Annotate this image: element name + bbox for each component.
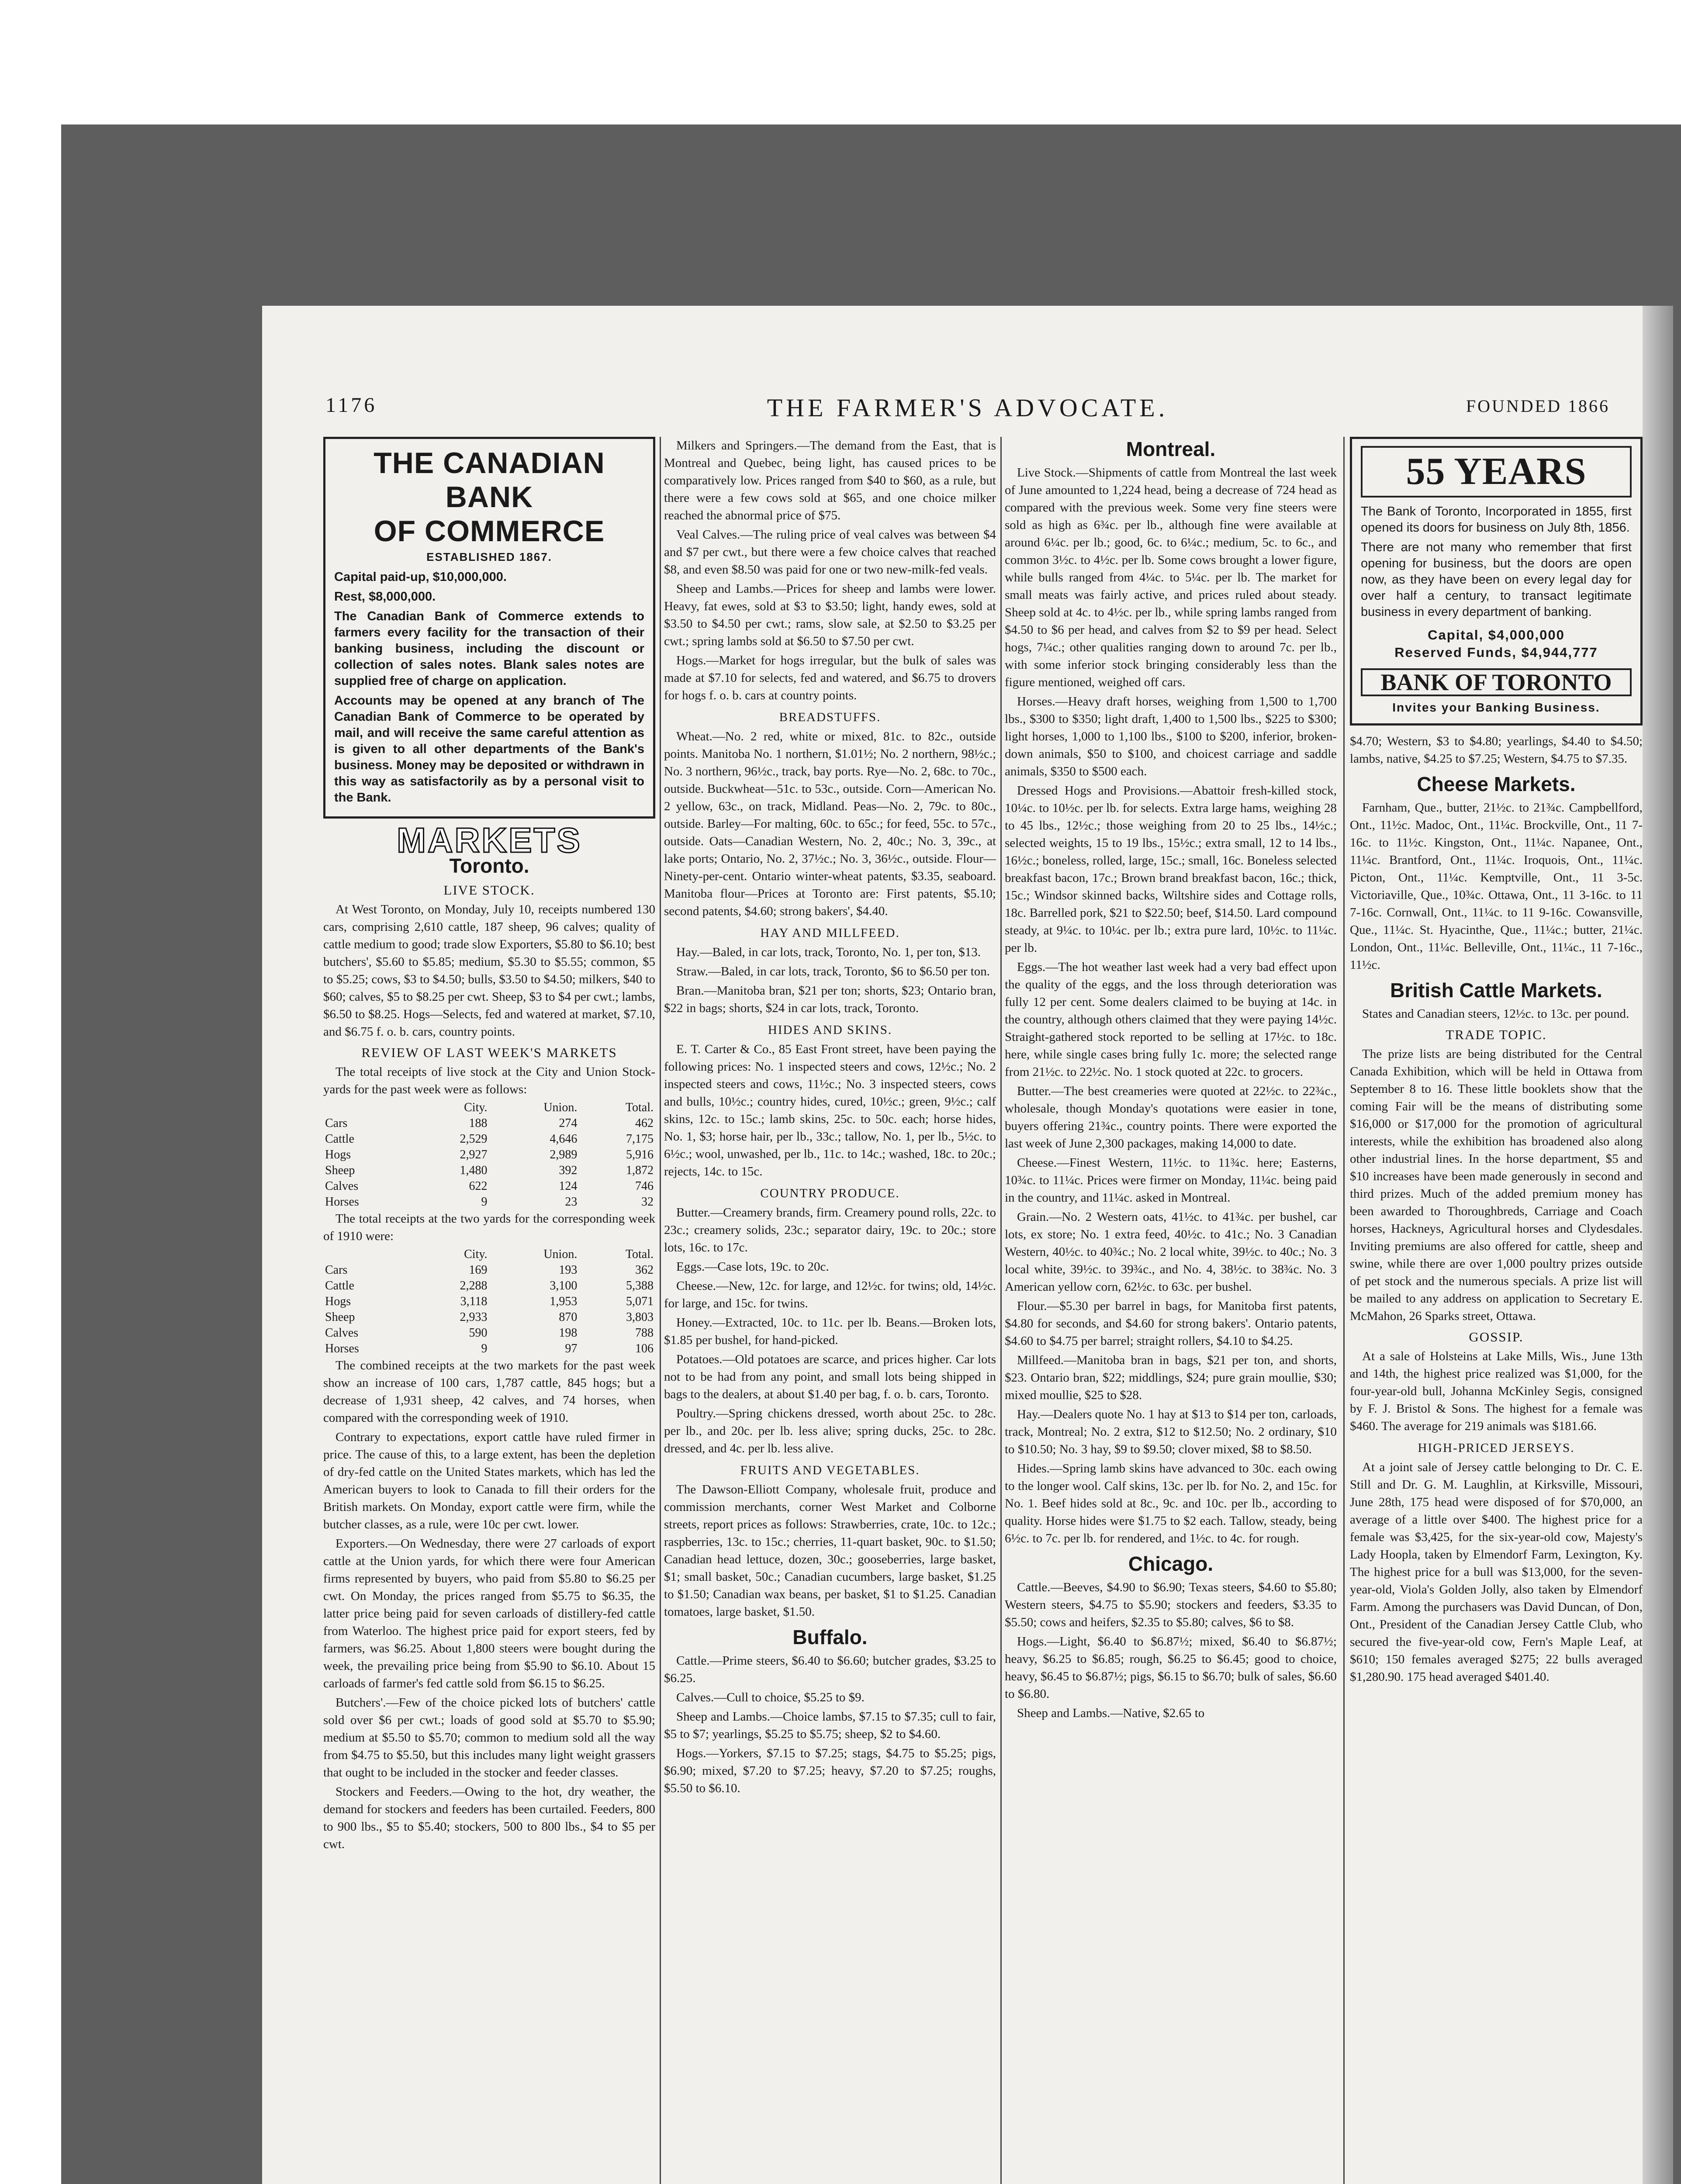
table-header: Total. [625, 1248, 654, 1261]
markets-banner: MARKETS [397, 821, 582, 860]
jerseys-heading: HIGH-PRICED JERSEYS. [1418, 1441, 1575, 1455]
article-paragraph: Eggs.—The hot weather last week had a very bad effect upon the quality of the eggs, and the loss through deterioration was fully 12 per cent. Some dealers claimed to be buying at 14c. in the country, although others claimed that they were paying 14½c. Straight-gathered stock reported to be selling at 17½c. to 18c. here, while single cases bring fully 1c. more; the selected range from 21½c. to 22½c. No. 1 stock quoted at 22c. to grocers. [1005, 960, 1337, 1079]
buffalo-heading: Buffalo. [792, 1626, 868, 1648]
article-paragraph: Hay.—Dealers quote No. 1 hay at $13 to $14 per ton, carloads, track, Montreal; No. 2 extra, $12 to $12.50; No. 2 ordinary, $10 to $10.50; No. 3 hay, $9 to $9.50; clover mixed, $8 to $8.50. [1005, 1407, 1337, 1456]
table-header: Total. [625, 1101, 654, 1114]
article-paragraph: At West Toronto, on Monday, July 10, receipts numbered 130 cars, comprising 2,610 cattle, 187 sheep, 96 calves; quality of cattle medium to good; trade slow Exporters, $5.80 to $6.10; best butchers', $5.60 to $5.85; medium, $5.30 to $5.55; common, $5 to $5.25; cows, $3 to $4.50; bulls, $3.50 to $4.50; milkers, $40 to $60; calves, $5 to $8.25 per cwt. Sheep, $3 to $4 per cwt.; lambs, $6.50 to $8.25. Hogs—Selects, fed and watered at market, $7.10, and $6.75 f. o. b. cars, country points. [323, 902, 655, 1039]
article-paragraph: Wheat.—No. 2 red, white or mixed, 81c. to 82c., outside points. Manitoba No. 1 northern, $1.01½; No. 2 northern, 98½c.; No. 3 northern, 96½c., track, bay ports. Rye—No. 2, 68c. to 70c., outside. Buckwheat—51c. to 53c., outside. Corn—American No. 2 yellow, 63c., on track, Midland. Peas—No. 2, 79c. to 80c., outside. Barley—For malting, 60c. to 65c.; for feed, 55c. to 57c., outside. Oats—Canadian Western, No. 2, 40c.; No. 3, 39c., at lake ports; Ontario, No. 2, 37½c.; No. 3, 36½c., outside. Flour—Ninety-per-cent. Ontario winter-wheat patents, $3.35, seaboard. Manitoba flour—Prices at Toronto are: First patents, $5.10; second patents, $4.60; strong bakers', $4.40. [664, 729, 996, 918]
article-paragraph: The prize lists are being distributed for the Central Canada Exhibition, which will be held in Ottawa from September 8 to 16. These little booklets show that the coming Fair will be the means of distributing some $16,000 or $17,000 for the promotion of agricultural interests, while the exhibition has broadened also along other industrial lines. In the horse department, $5 and $10 increases have been made generously in second and third prizes. Much of the added premium money has been awarded to Thoroughbreds, Carriage and Coach horses, Hackneys, Agricultural horses and Clydesdales. Inviting premiums are also offered for cattle, sheep and swine, while there are over 1,000 poultry prizes outside of pet stock and the numerous specials. A prize list will be mailed to any address on application to Secretary E. McMahon, 26 Sparks street, Ottawa. [1350, 1047, 1643, 1323]
hides-heading: HIDES AND SKINS. [768, 1023, 892, 1037]
article-paragraph: Horses.—Heavy draft horses, weighing from 1,500 to 1,700 lbs., $300 to $350; light draft, 1,400 to 1,500 lbs., $225 to $300; light horses, 1,000 to 1,100 lbs., $100 to $200, inferior, broken-down animals, $50 to $100, and choicest carriage and saddle animals, $350 to $500 each. [1005, 695, 1337, 778]
fruits-heading: FRUITS AND VEGETABLES. [740, 1463, 920, 1477]
article-paragraph: Honey.—Extracted, 10c. to 11c. per lb. Beans.—Broken lots, $1.85 per bushel, for hand-picked. [664, 1316, 996, 1347]
table-cell: Horses [325, 1195, 359, 1209]
table-cell: 2,989 [550, 1148, 578, 1161]
page-edge-shadow [1643, 306, 1673, 2184]
article-paragraph: The total receipts of live stock at the City and Union Stock-yards for the past week were as follows: [323, 1065, 655, 1096]
article-paragraph: Flour.—$5.30 per barrel in bags, for Manitoba first patents, $4.80 for seconds, and $4.60 for strong bakers'. Ontario patents, $4.60 to $4.75 per barrel; straight rollers, $4.10 to $4.25. [1005, 1299, 1337, 1348]
table-header: City. [464, 1101, 488, 1114]
produce-heading: COUNTRY PRODUCE. [760, 1186, 900, 1200]
ad-rest: Rest, $8,000,000. [334, 590, 436, 604]
table-cell: 3,803 [626, 1310, 654, 1324]
table-row [323, 1262, 655, 1278]
table-cell: 97 [565, 1342, 578, 1355]
table-cell: 2,927 [460, 1148, 488, 1161]
table-row [323, 1131, 655, 1147]
table-header: City. [464, 1248, 488, 1261]
ad-capital: Capital, $4,000,000 [1428, 627, 1565, 643]
live-stock-heading: LIVE STOCK. [443, 882, 535, 898]
table-cell: 5,071 [626, 1295, 654, 1308]
running-head [325, 393, 1610, 428]
ad-paragraph: The Bank of Toronto, Incorporated in 1855, first opened its doors for business on July 8th, 1856. [1361, 505, 1632, 535]
article-paragraph: Straw.—Baled, in car lots, track, Toronto, $6 to $6.50 per ton. [676, 964, 990, 978]
table-cell: 4,646 [550, 1132, 578, 1146]
table-cell: 193 [559, 1263, 578, 1277]
newspaper-page [262, 306, 1673, 2184]
table-cell: 2,933 [460, 1310, 488, 1324]
column-4 [1350, 437, 1643, 1687]
table-cell: 2,529 [460, 1132, 488, 1146]
column-rule [1343, 437, 1345, 2184]
table-row [323, 1178, 655, 1194]
article-paragraph: At a joint sale of Jersey cattle belonging to Dr. C. E. Still and Dr. G. M. Laughlin, at Kirksville, Missouri, June 28th, 175 head were disposed of for $70,000, an average of a little over $400. The highest price for a female was $3,425, for the six-year-old cow, Majesty's Lady Hoopla, taken by Elmendorf Farm, Lexington, Ky. The highest price for a bull was $13,000, for the seven-year-old, Viola's Golden Jolly, also taken by Elmendorf Farm. Among the purchasers was David Duncan, of Don, Ont., President of the Canadian Jersey Cattle Club, who secured the five-year-old cow, Fern's Maple Leaf, at $610; 150 females averaged $275; 22 bulls averaged $1,280.90. 175 head averaged $401.40. [1350, 1460, 1643, 1684]
article-paragraph: Bran.—Manitoba bran, $21 per ton; shorts, $23; Ontario bran, $22 in bags; shorts, $24 in car lots, track, Toronto. [664, 984, 996, 1015]
table-cell: 7,175 [626, 1132, 654, 1146]
article-paragraph: $4.70; Western, $3 to $4.80; yearlings, $4.40 to $4.50; lambs, native, $4.25 to $7.25; Western, $4.75 to $7.35. [1350, 734, 1643, 766]
article-paragraph: Sheep and Lambs.—Native, $2.65 to [1017, 1706, 1205, 1720]
gossip-heading: GOSSIP. [1469, 1329, 1524, 1344]
table-cell: Cars [325, 1263, 348, 1277]
article-paragraph: Poultry.—Spring chickens dressed, worth about 25c. to 28c. per lb., and 20c. per lb. less alive; spring ducks, 25c. to 28c. dressed, and 4c. per lb. less alive. [664, 1406, 996, 1455]
article-paragraph: Eggs.—Case lots, 19c. to 20c. [676, 1260, 829, 1274]
table-cell: 2,288 [460, 1279, 488, 1292]
table-cell: Cattle [325, 1132, 354, 1146]
article-paragraph: Contrary to expectations, export cattle have ruled firmer in price. The cause of this, to a large extent, has been the depletion of dry-fed cattle on the United States markets, which has led the American buyers to look to Canada to fill their orders for the British markets. On Monday, export cattle were firm, while the butcher classes, as a rule, were 10c per cwt. lower. [323, 1430, 655, 1531]
table-row [323, 1116, 655, 1131]
table-cell: Hogs [325, 1148, 351, 1161]
table-cell: 169 [469, 1263, 488, 1277]
table-row [323, 1278, 655, 1294]
table-cell: 746 [635, 1179, 654, 1193]
article-paragraph: Calves.—Cull to choice, $5.25 to $9. [676, 1690, 865, 1704]
table-cell: 788 [635, 1326, 654, 1340]
article-paragraph: The Dawson-Elliott Company, wholesale fruit, produce and commission merchants, corner West Market and Colborne streets, report prices as follows: Strawberries, crate, 10c. to 12c.; raspberries, 13c. to 15c.; cherries, 11-quart basket, 90c. to $1.50; Canadian head lettuce, dozen, 30c.; gooseberries, large basket, $1; small basket, 50c.; Canadian cucumbers, large basket, $1.25 to $1.50; Canadian wax beans, per basket, $1 to $1.25. Canadian tomatoes, large basket, $1.50. [664, 1482, 996, 1619]
article-paragraph: Hay.—Baled, in car lots, track, Toronto, No. 1, per ton, $13. [676, 945, 981, 959]
ad-reserved-funds: Reserved Funds, $4,944,777 [1394, 645, 1598, 660]
column-3 [1005, 437, 1337, 1724]
table-row [323, 1310, 655, 1325]
table-cell: 3,100 [550, 1279, 578, 1292]
table-header [323, 1247, 414, 1262]
table-row [323, 1163, 655, 1178]
table-cell: 1,953 [550, 1295, 578, 1308]
article-paragraph: Cheese.—New, 12c. for large, and 12½c. for twins; old, 14½c. for large, and 15c. for twins. [664, 1279, 996, 1310]
article-paragraph: States and Canadian steers, 12½c. to 13c. per pound. [1362, 1007, 1629, 1021]
table-cell: Calves [325, 1179, 359, 1193]
article-paragraph: Butter.—Creamery brands, firm. Creamery pound rolls, 22c. to 23c.; creamery solids, 23c.; separator dairy, 19c. to 20c.; store lots, 16c. to 17c. [664, 1206, 996, 1254]
table-cell: 5,916 [626, 1148, 654, 1161]
ad-bank-name-line1: THE CANADIAN BANK [374, 446, 605, 514]
founded-note: FOUNDED 1866 [1466, 396, 1610, 416]
table-cell: 622 [469, 1179, 488, 1193]
bank-of-toronto-ad [1350, 437, 1643, 726]
table-row [323, 1325, 655, 1341]
column-2 [664, 437, 996, 1799]
article-paragraph: Millfeed.—Manitoba bran in bags, $21 per ton, and shorts, $23. Ontario bran, $22; middlings, $24; pure grain moullie, $30; mixed moullie, $25 to $28. [1005, 1353, 1337, 1402]
page-number: 1176 [325, 394, 377, 417]
column-rule [1000, 437, 1002, 2184]
article-paragraph: Veal Calves.—The ruling price of veal calves was between $4 and $7 per cwt., but there were a few choice calves that reached $8, and even $8.50 was paid for one or two new-milk-fed veals. [664, 528, 996, 577]
article-paragraph: Exporters.—On Wednesday, there were 27 carloads of export cattle at the Union yards, for which there were four American firms represented by buyers, who paid from $5.80 to $6.25 per cwt. On Monday, the prices ranged from $5.75 to $6.35, the latter price being paid for seven carloads of distillery-fed cattle from Waterloo. The highest price paid for export steers, fed by farmers, was $6.25. About 1,800 steers were bought during the week, the prevailing price being from $5.90 to $6.10. About 15 carloads of farmer's fed cattle sold from $6.15 to $6.25. [323, 1537, 655, 1690]
table-cell: 3,118 [460, 1295, 488, 1308]
article-paragraph: Hides.—Spring lamb skins have advanced to 30c. each owing to the longer wool. Calf skins, 13c. per lb. for No. 2, and 15c. for No. 1. Beef hides sold at 8c., 9c. and 10c. per lb., according to quality. Horse hides were $1.75 to $2 each. Tallow, steady, being 6½c. to 7c. per lb. for rendered, and 1½c. to 4c. for rough. [1005, 1462, 1337, 1545]
ad-established: ESTABLISHED 1867. [426, 550, 552, 563]
table-cell: 274 [559, 1116, 578, 1130]
article-paragraph: Cattle.—Prime steers, $6.40 to $6.60; butcher grades, $3.25 to $6.25. [664, 1654, 996, 1685]
article-paragraph: The combined receipts at the two markets for the past week show an increase of 100 cars, 1,787 cattle, 845 hogs; but a decrease of 1,931 sheep, 42 calves, and 74 horses, when compared with the corresponding week of 1910. [323, 1358, 655, 1425]
article-paragraph: Cattle.—Beeves, $4.90 to $6.90; Texas steers, $4.60 to $5.80; Western steers, $4.75 to $5.90; stockers and feeders, $3.35 to $5.50; cows and heifers, $2.35 to $5.80; calves, $6 to $8. [1005, 1580, 1337, 1629]
toronto-heading: Toronto. [449, 854, 529, 877]
table-header: Union. [543, 1101, 578, 1114]
table-cell: Sheep [325, 1310, 355, 1324]
article-paragraph: Grain.—No. 2 Western oats, 41½c. to 41¾c. per bushel, car lots, ex store; No. 1 extra feed, 40½c. to 41c.; No. 3 Canadian Western, 40½c. to 40¾c.; No. 2 local white, 39½c. to 40c.; No. 3 local white, 39½c. to 39¾c., and No. 4, 38½c. to 38¾c. No. 3 American yellow corn, 62½c. to 63c. per bushel. [1005, 1210, 1337, 1294]
article-paragraph: Milkers and Springers.—The demand from the East, that is Montreal and Quebec, being light, has caused prices to be comparatively low. Prices ranged from $40 to $60, as a rule, but there were a few cows sold at $65, and one choice milker reached the abnormal price of $75. [664, 439, 996, 522]
ad-paragraph: Accounts may be opened at any branch of The Canadian Bank of Commerce to be operated by mail, and will receive the same careful attention as is given to all other departments of the Bank's business. Money may be deposited or withdrawn in this way as satisfactorily as by a personal visit to the Bank. [334, 694, 644, 805]
table-cell: 392 [559, 1164, 578, 1177]
ad-paragraph: There are not many who remember that first opening for business, but the doors are open now, as they have been on every legal day for over half a century, to transact legitimate business in every department of banking. [1361, 540, 1632, 619]
table-cell: 1,480 [460, 1164, 488, 1177]
breadstuffs-heading: BREADSTUFFS. [779, 710, 881, 724]
ad-55-years: 55 YEARS [1361, 446, 1632, 498]
montreal-heading: Montreal. [1126, 438, 1216, 460]
table-header: Union. [543, 1248, 578, 1261]
ad-capital: Capital paid-up, $10,000,000. [334, 570, 507, 584]
article-paragraph: Cheese.—Finest Western, 11½c. to 11¾c. here; Easterns, 10¾c. to 11¼c. Prices were firmer on Monday, 11¼c. being paid in the country, and 11¼c. asked in Montreal. [1005, 1156, 1337, 1205]
table-cell: 9 [481, 1342, 488, 1355]
table-cell: 124 [559, 1179, 578, 1193]
article-paragraph: Potatoes.—Old potatoes are scarce, and prices higher. Car lots not to be had from any point, and small lots being shipped in bags to the dealers, at about $1.40 per bag, f. o. b. cars, Toronto. [664, 1352, 996, 1401]
table-cell: Sheep [325, 1164, 355, 1177]
table-row [323, 1147, 655, 1163]
table-header [323, 1100, 414, 1116]
article-paragraph: E. T. Carter & Co., 85 East Front street, have been paying the following prices: No. 1 inspected steers and cows, 12½c.; No. 2 inspected steers and cows, 11½c.; No. 3 inspected steers, cows and bulls, 10½c.; country hides, cured, 10½c.; green, 9½c.; calf skins, 12c. to 15c.; lamb skins, 25c. to 50c. each; horse hides, No. 1, $3; horse hair, per lb., 33c.; tallow, No. 1, per lb., 5½c. to 6½c.; wool, unwashed, per lb., 11c. to 14c.; washed, 18c. to 20c.; rejects, 14c. to 15c. [664, 1042, 996, 1178]
table-cell: 23 [565, 1195, 578, 1209]
british-cattle-heading: British Cattle Markets. [1390, 979, 1602, 1002]
table-row [323, 1294, 655, 1310]
table-cell: 5,388 [626, 1279, 654, 1292]
article-paragraph: Butchers'.—Few of the choice picked lots of butchers' cattle sold over $6 per cwt.; loads of good sold at $5.70 to $5.90; medium at $5.50 to $5.70; common to medium sold all the way from $4.75 to $5.50, but this includes many light weight grassers that ought to be included in the stocker and feeder classes. [323, 1696, 655, 1780]
article-paragraph: Hogs.—Market for hogs irregular, but the bulk of sales was made at $7.10 for selects, fed and watered, and $6.75 to drovers for hogs f. o. b. cars at country points. [664, 653, 996, 702]
table-cell: 870 [559, 1310, 578, 1324]
article-paragraph: Hogs.—Yorkers, $7.15 to $7.25; stags, $4.75 to $5.25; pigs, $6.90; mixed, $7.20 to $7.25; heavy, $7.20 to $7.25; roughs, $5.50 to $6.10. [664, 1746, 996, 1795]
table-cell: Hogs [325, 1295, 351, 1308]
table-cell: 188 [469, 1116, 488, 1130]
table-cell: Calves [325, 1326, 359, 1340]
table-row [323, 1341, 655, 1357]
article-paragraph: Sheep and Lambs.—Prices for sheep and lambs were lower. Heavy, fat ewes, sold at $3 to $3.50; light, handy ewes, sold at $3.50 to $4.50 per cwt.; rams, slow sale, at $2.50 to $3.25 per cwt.; spring lambs sold at $6.50 to $7.50 per cwt. [664, 582, 996, 648]
article-paragraph: Hogs.—Light, $6.40 to $6.87½; mixed, $6.40 to $6.87½; heavy, $6.25 to $6.85; rough, $6.25 to $6.45; good to choice, heavy, $6.45 to $6.87½; pigs, $6.15 to $6.70; bulk of sales, $6.60 to $6.80. [1005, 1635, 1337, 1701]
bank-of-toronto-logo: BANK OF TORONTO [1361, 668, 1632, 696]
ad-invite: Invites your Banking Business. [1392, 701, 1600, 714]
hay-heading: HAY AND MILLFEED. [760, 926, 900, 940]
table-cell: Cattle [325, 1279, 354, 1292]
journal-title: THE FARMER'S ADVOCATE. [767, 394, 1169, 422]
receipts-table-1911 [323, 1100, 655, 1210]
table-row [323, 1194, 655, 1210]
cheese-heading: Cheese Markets. [1417, 773, 1576, 795]
table-cell: 362 [635, 1263, 654, 1277]
article-paragraph: Farnham, Que., butter, 21½c. to 21¾c. Campbellford, Ont., 11½c. Madoc, Ont., 11¼c. Brockville, Ont., 11 7-16c. to 11½c. Kingston, Ont., 11¼c. Napanee, Ont., 11¼c. Brantford, Ont., 11¼c. Iroquois, Ont., 11¼c. Picton, Ont., 11¼c. Kemptville, Ont., 11 3-5c. Victoriaville, Que., 10¾c. Ottawa, Ont., 11 3-16c. to 11 7-16c. Cornwall, Ont., 11¼c. to 11 9-16c. Cowansville, Que., 11¼c. St. Hyacinthe, Que., 11¼c.; butter, 21¼c. London, Ont., 11¼c. Belleville, Ont., 11¼c., 11 7-16c., 11½c. [1350, 801, 1643, 972]
ad-bank-name-line2: OF COMMERCE [374, 515, 605, 548]
table-cell: 462 [635, 1116, 654, 1130]
table-cell: 9 [481, 1195, 488, 1209]
table-cell: 590 [469, 1326, 488, 1340]
chicago-heading: Chicago. [1128, 1552, 1214, 1575]
table-cell: Horses [325, 1342, 359, 1355]
article-paragraph: Butter.—The best creameries were quoted at 22½c. to 22¾c., wholesale, though Monday's quotations were easier in tone, buyers offering 21¾c., country points. There were exported the last week of June 2,300 packages, making 14,000 to date. [1005, 1084, 1337, 1151]
article-paragraph: At a sale of Holsteins at Lake Mills, Wis., June 13th and 14th, the highest price realized was $1,000, for the four-year-old bull, Johanna McKinley Segis, consigned by F. J. Bristol & Sons. The highest for a female was $460. The average for 219 animals was $181.66. [1350, 1349, 1643, 1433]
table-cell: 106 [635, 1342, 654, 1355]
article-paragraph: Dressed Hogs and Provisions.—Abattoir fresh-killed stock, 10¼c. to 10½c. per lb. for selects. Extra large hams, weighing 28 to 45 lbs., 12½c.; those weighing from 20 to 25 lbs., 14½c.; selected weights, 15 to 19 lbs., 15½c.; extra small, 12 to 14 lbs., 16½c.; boneless, rolled, large, 15c.; small, 16c. Boneless selected breakfast bacon, 17c.; Brown brand breakfast bacon, 16c.; thick, 15c.; Windsor skinned backs, Wiltshire sides and Cottage rolls, 18c. Barrelled pork, $21 to $22.50; beef, $14.50. Lard compound steady, at 9¼c. to 10¼c. per lb.; extra pure lard, 10½c. to 11¼c. per lb. [1005, 784, 1337, 955]
article-paragraph: The total receipts at the two yards for the corresponding week of 1910 were: [323, 1212, 655, 1243]
table-cell: 32 [641, 1195, 654, 1209]
article-paragraph: Stockers and Feeders.—Owing to the hot, dry weather, the demand for stockers and feeders has been curtailed. Feeders, 800 to 900 lbs., $5 to $5.40; stockers, 500 to 800 lbs., $4 to $5 per cwt. [323, 1785, 655, 1851]
trade-topic-heading: TRADE TOPIC. [1446, 1027, 1547, 1042]
table-cell: Cars [325, 1116, 348, 1130]
article-paragraph: Sheep and Lambs.—Choice lambs, $7.15 to $7.35; cull to fair, $5 to $7; yearlings, $5.25 to $5.75; sheep, $2 to $4.60. [664, 1710, 996, 1741]
table-cell: 198 [559, 1326, 578, 1340]
receipts-table-1910 [323, 1247, 655, 1357]
ad-paragraph: The Canadian Bank of Commerce extends to farmers every facility for the transaction of their banking business, including the discount or collection of sales notes. Blank sales notes are supplied free of charge on application. [334, 609, 644, 688]
review-heading: REVIEW OF LAST WEEK'S MARKETS [361, 1045, 617, 1060]
bank-of-commerce-ad [323, 437, 655, 819]
table-cell: 1,872 [626, 1164, 654, 1177]
column-1 [323, 437, 655, 1855]
column-rule [660, 437, 661, 2184]
article-paragraph: Live Stock.—Shipments of cattle from Montreal the last week of June amounted to 1,224 head, being a decrease of 724 head as compared with the previous week. Some very fine steers were sold as high as 6¾c. per lb., although fine were available at around 6¼c. per lb.; good, 6c. to 6¼c.; medium, 5c. to 6c., and common 3½c. to 4½c. per lb. Some cows brought a lower figure, while bulls ranged from 4¼c. to 5¼c. per lb. The market for small meats was fairly active, and prices ruled about steady. Sheep sold at 4c. to 4½c. per lb., while spring lambs ranged from $4.50 to $6 per head, and calves from $2 to $9 per head. Select hogs, 7¼c.; other qualities ranging down to around 7c. per lb., with some inferior stock bringing considerably less than the figure mentioned, weighed off cars. [1005, 466, 1337, 689]
